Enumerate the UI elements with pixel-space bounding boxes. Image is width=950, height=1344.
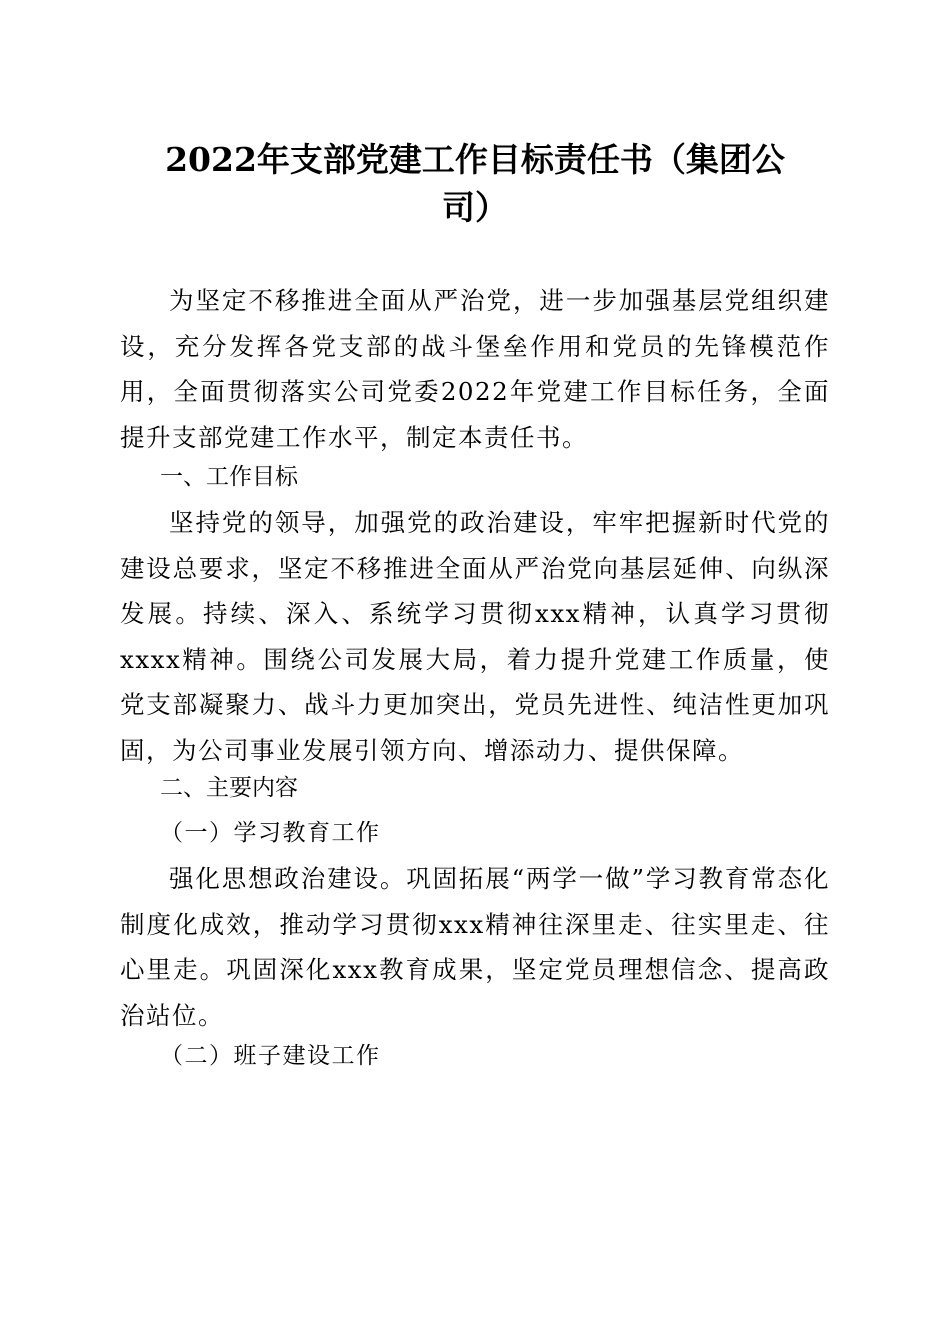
title-line-2: 司）: [442, 188, 508, 227]
section-heading-goals: 一、工作目标: [160, 464, 298, 490]
subheading-team-building: （二）班子建设工作: [160, 1043, 381, 1069]
document-title: [120, 136, 830, 232]
goals-paragraph: 坚持党的领导，加强党的政治建设，牢牢把握新时代党的建设总要求，坚定不移推进全面从严治党向基层延伸、向纵深发展。持续、深入、系统学习贯彻xxx精神，认真学习贯彻xxxx精神。围绕公司发展大局，着力提升党建工作质量，使党支部凝聚力、战斗力更加突出，党员先进性、纯洁性更加巩固，为公司事业发展引领方向、增添动力、提供保障。: [120, 508, 830, 765]
title-line-1: 2022年支部党建工作目标责任书（集团公: [165, 140, 785, 179]
intro-paragraph: 为坚定不移推进全面从严治党，进一步加强基层党组织建设，充分发挥各党支部的战斗堡垒作用和党员的先锋模范作用，全面贯彻落实公司党委2022年党建工作目标任务，全面提升支部党建工作水平，制定本责任书。: [120, 286, 830, 452]
section-heading-main-content: 二、主要内容: [160, 775, 298, 801]
study-education-paragraph: 强化思想政治建设。巩固拓展“两学一做”学习教育常态化制度化成效，推动学习贯彻xxx精神往深里走、往实里走、往心里走。巩固深化xxx教育成果，坚定党员理想信念、提高政治站位。: [120, 864, 830, 1030]
subheading-study-education: （一）学习教育工作: [160, 820, 381, 846]
